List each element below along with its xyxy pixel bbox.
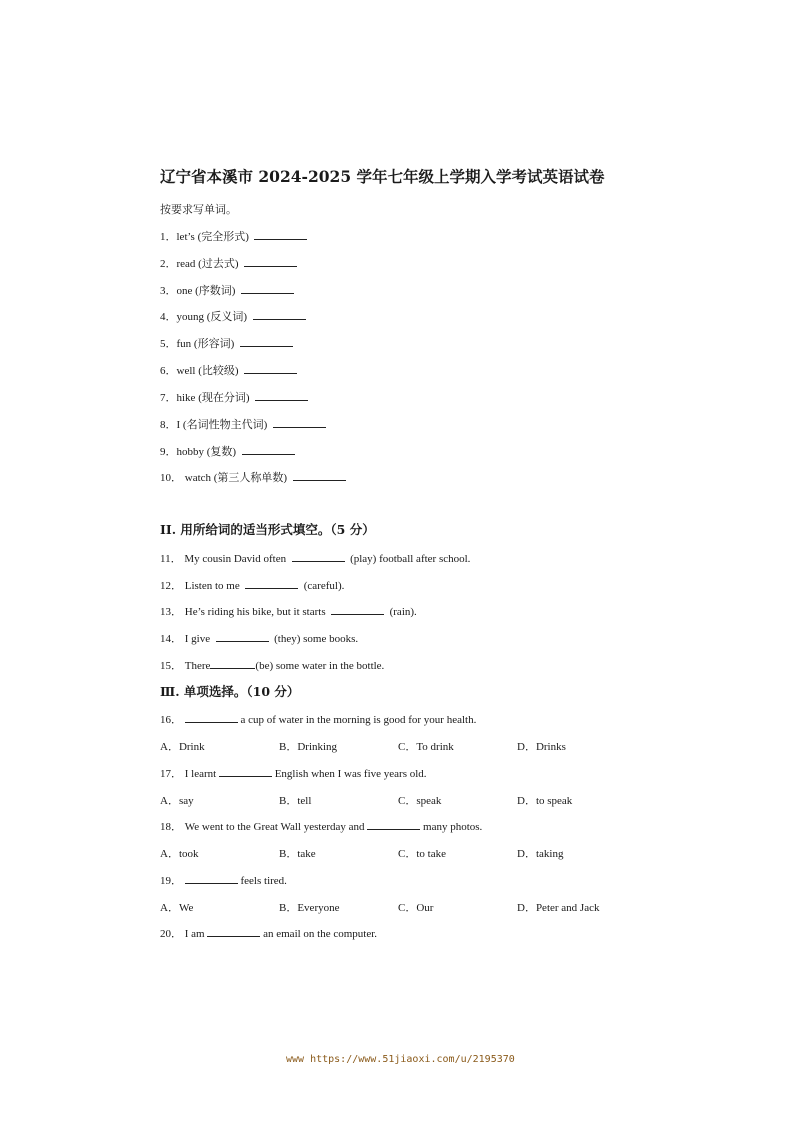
answer-blank[interactable] <box>244 363 297 374</box>
question-number: 19． <box>160 875 182 887</box>
option-a[interactable]: A．took <box>160 848 199 860</box>
option-c[interactable]: C．speak <box>398 795 442 807</box>
question-number: 2． <box>160 258 177 270</box>
option-d[interactable]: D．to speak <box>517 795 573 807</box>
question-1 <box>160 228 307 244</box>
question-9 <box>160 443 295 459</box>
section3-heading: Ⅲ. 单项选择。（10 分） <box>160 684 300 699</box>
question-number: 16． <box>160 714 182 726</box>
question-number: 6． <box>160 365 177 377</box>
source-watermark-link[interactable]: www https://www.51jiaoxi.com/u/2195370 <box>286 1054 515 1065</box>
question-text-before: We went to the Great Wall yesterday and <box>184 821 365 833</box>
question-text: let’s (完全形式) <box>176 231 249 243</box>
option-a[interactable]: A．Drink <box>160 741 205 753</box>
page-title: 辽宁省本溪市 2024-2025 学年七年级上学期入学考试英语试卷 <box>160 167 605 186</box>
question-text-after: feels tired. <box>240 875 287 887</box>
question-number: 12． <box>160 580 182 592</box>
question-number: 7． <box>160 392 177 404</box>
answer-blank[interactable] <box>293 470 346 481</box>
option-c[interactable]: C．to take <box>398 848 446 860</box>
option-a[interactable]: A．We <box>160 902 194 914</box>
option-c[interactable]: C．To drink <box>398 741 454 753</box>
answer-blank[interactable] <box>367 819 420 830</box>
question-text-before: I give <box>184 633 211 645</box>
answer-blank[interactable] <box>207 926 260 937</box>
question-text-after: an email on the computer. <box>263 928 378 940</box>
question-number: 15． <box>160 660 182 672</box>
answer-blank[interactable] <box>241 283 294 294</box>
question-number: 14． <box>160 633 182 645</box>
question-15 <box>160 657 384 673</box>
answer-blank[interactable] <box>240 336 293 347</box>
question-text: read (过去式) <box>176 258 239 270</box>
answer-blank[interactable] <box>253 309 306 320</box>
question-13 <box>160 603 417 619</box>
question-text-after: many photos. <box>423 821 483 833</box>
question-number: 4． <box>160 311 177 323</box>
question-number: 10． <box>160 472 182 484</box>
answer-blank[interactable] <box>292 551 345 562</box>
question-text-after: (be) some water in the bottle. <box>255 660 385 672</box>
question-text: well (比较级) <box>176 365 239 377</box>
option-b[interactable]: B．Drinking <box>279 741 338 753</box>
question-text: I (名词性物主代词) <box>176 419 268 431</box>
question-number: 18． <box>160 821 182 833</box>
question-12 <box>160 577 344 593</box>
question-text: hobby (复数) <box>176 446 237 458</box>
question-number: 1． <box>160 231 177 243</box>
question-19 <box>160 872 287 888</box>
answer-blank[interactable] <box>210 658 255 669</box>
option-b[interactable]: B．tell <box>279 795 312 807</box>
answer-blank[interactable] <box>216 631 269 642</box>
section1-instruction: 按要求写单词。 <box>160 204 237 216</box>
question-4 <box>160 308 306 324</box>
answer-blank[interactable] <box>242 444 295 455</box>
question-number: 9． <box>160 446 177 458</box>
question-3 <box>160 282 294 298</box>
question-number: 13． <box>160 606 182 618</box>
option-d[interactable]: D．taking <box>517 848 564 860</box>
question-number: 17． <box>160 768 182 780</box>
question-text: one (序数词) <box>176 285 236 297</box>
answer-blank[interactable] <box>219 766 272 777</box>
question-text-before: I learnt <box>184 768 217 780</box>
question-number: 11． <box>160 553 182 565</box>
question-number: 8． <box>160 419 177 431</box>
answer-blank[interactable] <box>185 873 238 884</box>
question-8 <box>160 416 326 432</box>
answer-blank[interactable] <box>185 712 238 723</box>
option-b[interactable]: B．take <box>279 848 316 860</box>
question-number: 5． <box>160 338 177 350</box>
option-b[interactable]: B．Everyone <box>279 902 340 914</box>
question-text-before: He’s riding his bike, but it starts <box>184 606 326 618</box>
question-text: watch (第三人称单数) <box>184 472 288 484</box>
question-number: 20． <box>160 928 182 940</box>
question-18 <box>160 818 482 834</box>
question-2 <box>160 255 297 271</box>
question-6 <box>160 362 297 378</box>
question-text-before: I am <box>184 928 205 940</box>
question-text: fun (形容词) <box>176 338 235 350</box>
question-text-after: English when I was five years old. <box>274 768 427 780</box>
question-text-before: My cousin David often <box>184 553 287 565</box>
answer-blank[interactable] <box>255 390 308 401</box>
option-c[interactable]: C．Our <box>398 902 434 914</box>
question-text-before: Listen to me <box>184 580 240 592</box>
question-text-after: (careful). <box>303 580 345 592</box>
option-a[interactable]: A．say <box>160 795 194 807</box>
answer-blank[interactable] <box>331 604 384 615</box>
answer-blank[interactable] <box>273 417 326 428</box>
option-d[interactable]: D．Drinks <box>517 741 566 753</box>
option-d[interactable]: D．Peter and Jack <box>517 902 600 914</box>
answer-blank[interactable] <box>244 256 297 267</box>
section2-heading: II. 用所给词的适当形式填空。（5 分） <box>160 522 375 537</box>
question-text-after: (they) some books. <box>274 633 359 645</box>
question-14 <box>160 630 358 646</box>
question-number: 3． <box>160 285 177 297</box>
question-16 <box>160 711 476 727</box>
question-5 <box>160 335 293 351</box>
answer-blank[interactable] <box>245 578 298 589</box>
answer-blank[interactable] <box>254 229 307 240</box>
question-10 <box>160 469 346 485</box>
question-text-after: a cup of water in the morning is good for your health. <box>240 714 477 726</box>
question-20 <box>160 925 377 941</box>
question-text-after: (rain). <box>389 606 417 618</box>
question-17 <box>160 765 427 781</box>
question-text-after: (play) football after school. <box>350 553 471 565</box>
question-text: young (反义词) <box>176 311 248 323</box>
question-7 <box>160 389 308 405</box>
question-text: hike (现在分词) <box>176 392 250 404</box>
question-11 <box>160 550 470 566</box>
question-text-before: There <box>184 660 211 672</box>
